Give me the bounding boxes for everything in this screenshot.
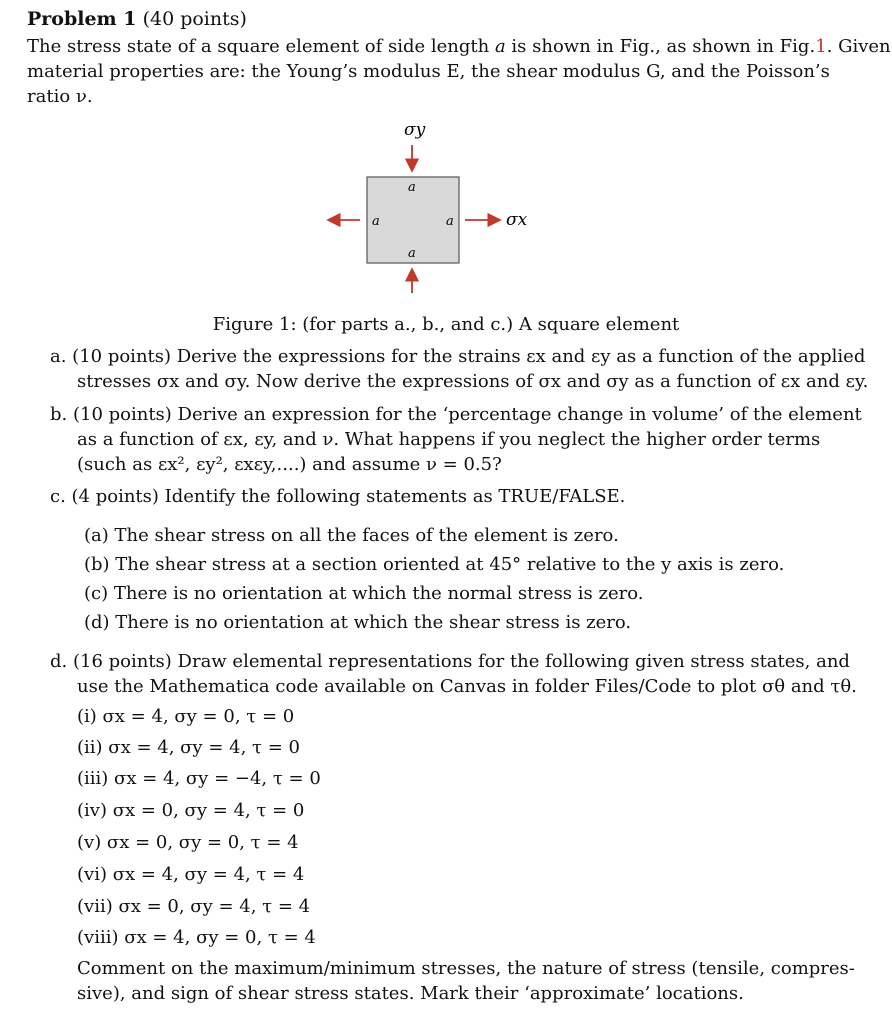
part-d-comment-1: Comment on the maximum/minimum stresses, the nature of stress (tensile, compres- (77, 958, 855, 979)
stress-case-item: (v) σx = 0, σy = 0, τ = 4 (77, 832, 299, 853)
stress-case-item: (ii) σx = 4, σy = 4, τ = 0 (77, 737, 300, 758)
sigma-y-label: σy (404, 120, 426, 140)
part-d-line-1: d. (16 points) Draw elemental representations for the following given stress states, and (50, 651, 850, 672)
part-c-item: (c) There is no orientation at which the normal stress is zero. (84, 583, 644, 604)
part-a-line-1: a. (10 points) Derive the expressions for the strains εx and εy as a function of the applied (50, 346, 866, 367)
intro-text-1c: . Given (826, 36, 891, 57)
stress-case-item: (i) σx = 4, σy = 0, τ = 0 (77, 706, 295, 727)
square-element-figure (320, 115, 550, 305)
part-b-line-1: b. (10 points) Derive an expression for the ‘percentage change in volume’ of the element (50, 404, 862, 425)
stress-case-item: (iii) σx = 4, σy = −4, τ = 0 (77, 768, 321, 789)
stress-case-item: (vii) σx = 0, σy = 4, τ = 4 (77, 896, 311, 917)
figure-ref-link[interactable]: 1 (815, 36, 827, 57)
side-label-bottom: a (408, 246, 416, 261)
part-c-line-1: c. (4 points) Identify the following statements as TRUE/FALSE. (50, 486, 626, 507)
part-d-comment-2: sive), and sign of shear stress states. Mark their ‘approximate’ locations. (77, 983, 744, 1004)
intro-line-3: ratio ν. (27, 86, 93, 107)
side-label-left: a (372, 214, 380, 229)
intro-line-2: material properties are: the Young’s modulus E, the shear modulus G, and the Poisson’s (27, 61, 830, 82)
part-b-line-2: as a function of εx, εy, and ν. What happens if you neglect the higher order terms (77, 429, 821, 450)
problem-points: (40 points) (142, 8, 247, 30)
stress-case-item: (vi) σx = 4, σy = 4, τ = 4 (77, 864, 305, 885)
figure-svg (320, 115, 550, 305)
side-label-top: a (408, 180, 416, 195)
figure-caption: Figure 1: (for parts a., b., and c.) A square element (212, 314, 680, 335)
part-c-item: (b) The shear stress at a section oriented at 45° relative to the y axis is zero. (84, 554, 785, 575)
intro-line-1 (27, 36, 891, 58)
stress-case-item: (viii) σx = 4, σy = 0, τ = 4 (77, 927, 316, 948)
part-d-line-2: use the Mathematica code available on Canvas in folder Files/Code to plot σθ and τθ. (77, 676, 857, 697)
part-a-line-2: stresses σx and σy. Now derive the expressions of σx and σy as a function of εx and εy. (77, 371, 869, 392)
stress-case-item: (iv) σx = 0, σy = 4, τ = 0 (77, 800, 305, 821)
part-c-item: (a) The shear stress on all the faces of the element is zero. (84, 525, 619, 546)
sigma-x-label: σx (506, 210, 528, 230)
problem-heading (27, 8, 247, 30)
intro-var-a: a (494, 36, 506, 57)
side-label-right: a (446, 214, 454, 229)
problem-title: Problem 1 (27, 8, 137, 30)
part-b-line-3: (such as εx², εy², εxεy,....) and assume ν = 0.5? (77, 454, 502, 475)
intro-text-1b: is shown in Fig., as shown in Fig. (505, 36, 816, 57)
part-c-item: (d) There is no orientation at which the shear stress is zero. (84, 612, 632, 633)
intro-text-1a: The stress state of a square element of side length (27, 36, 495, 57)
